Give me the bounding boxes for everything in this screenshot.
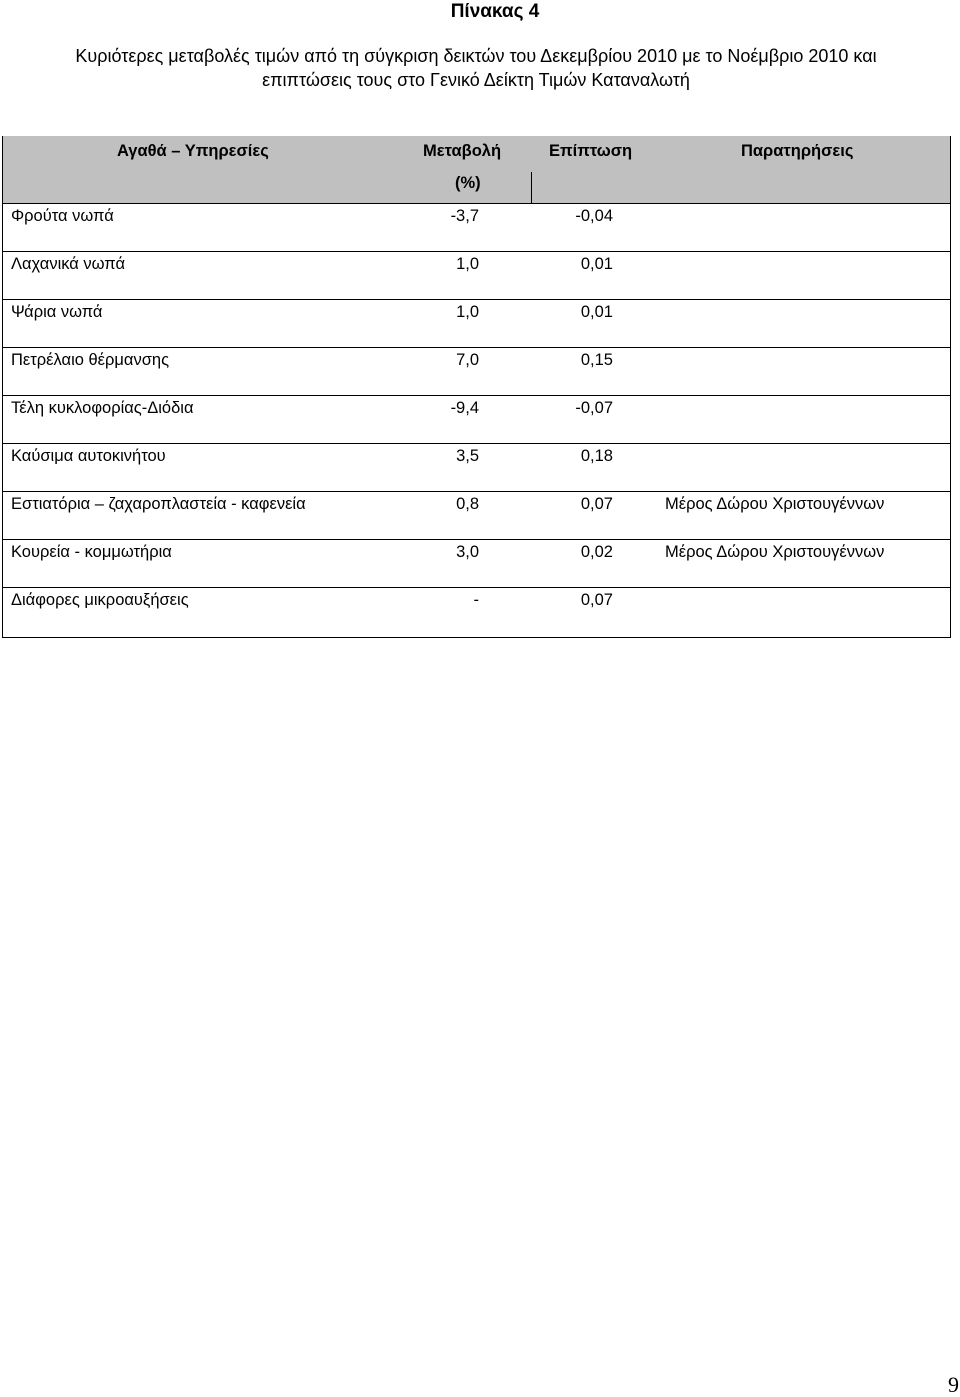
subtitle-line-1: Κυριότερες μεταβολές τιμών από τη σύγκριση δεικτών του Δεκεμβρίου 2010 με το Νοέμβριο 2010 και	[75, 46, 877, 66]
header-impact: Επίπτωση	[549, 142, 633, 160]
row-item-name: Πετρέλαιο θέρμανσης	[11, 351, 170, 369]
table-row	[3, 492, 950, 540]
table-row	[3, 540, 950, 588]
header-change-unit: (%)	[455, 174, 481, 192]
row-change-value: 3,5	[456, 447, 479, 465]
header-divider	[531, 172, 532, 204]
header-notes: Παρατηρήσεις	[741, 142, 854, 160]
row-impact-value: 0,07	[580, 495, 613, 513]
row-change-value: 1,0	[456, 255, 479, 273]
row-note: Μέρος Δώρου Χριστουγέννων	[665, 495, 885, 513]
row-item-name: Τέλη κυκλοφορίας-Διόδια	[11, 399, 194, 417]
row-item-name: Καύσιμα αυτοκινήτου	[11, 447, 166, 465]
header-change: Μεταβολή	[423, 142, 502, 160]
row-item-name: Εστιατόρια – ζαχαροπλαστεία - καφενεία	[11, 495, 306, 513]
row-item-name: Λαχανικά νωπά	[11, 255, 125, 273]
table-subtitle	[0, 44, 952, 92]
row-item-name: Φρούτα νωπά	[11, 207, 114, 225]
header-goods-services: Αγαθά – Υπηρεσίες	[117, 142, 269, 160]
row-impact-value: 0,18	[580, 447, 613, 465]
table-header	[3, 136, 950, 204]
row-change-value: 1,0	[456, 303, 479, 321]
row-item-name: Διάφορες μικροαυξήσεις	[11, 591, 189, 609]
table-row	[3, 348, 950, 396]
subtitle-line-2: επιπτώσεις τους στο Γενικό Δείκτη Τιμών Καταναλωτή	[262, 70, 690, 90]
row-change-value: -	[473, 591, 479, 609]
row-impact-value: 0,07	[580, 591, 613, 609]
table-row	[3, 204, 950, 252]
table-title: Πίνακας 4	[450, 1, 540, 22]
row-impact-value: -0,04	[575, 207, 613, 225]
row-item-name: Ψάρια νωπά	[11, 303, 103, 321]
row-note: Μέρος Δώρου Χριστουγέννων	[665, 543, 885, 561]
row-impact-value: -0,07	[575, 399, 613, 417]
price-changes-table	[2, 136, 951, 638]
table-row	[3, 588, 950, 636]
row-impact-value: 0,02	[580, 543, 613, 561]
row-impact-value: 0,01	[580, 255, 613, 273]
page-number: 9	[948, 1372, 959, 1397]
row-change-value: -9,4	[450, 399, 479, 417]
table-row	[3, 396, 950, 444]
table-row	[3, 444, 950, 492]
row-change-value: -3,7	[450, 207, 479, 225]
row-item-name: Κουρεία - κομμωτήρια	[11, 543, 172, 561]
row-impact-value: 0,15	[580, 351, 613, 369]
row-change-value: 7,0	[456, 351, 479, 369]
table-row	[3, 300, 950, 348]
row-change-value: 0,8	[456, 495, 479, 513]
row-impact-value: 0,01	[580, 303, 613, 321]
table-row	[3, 252, 950, 300]
row-change-value: 3,0	[456, 543, 479, 561]
